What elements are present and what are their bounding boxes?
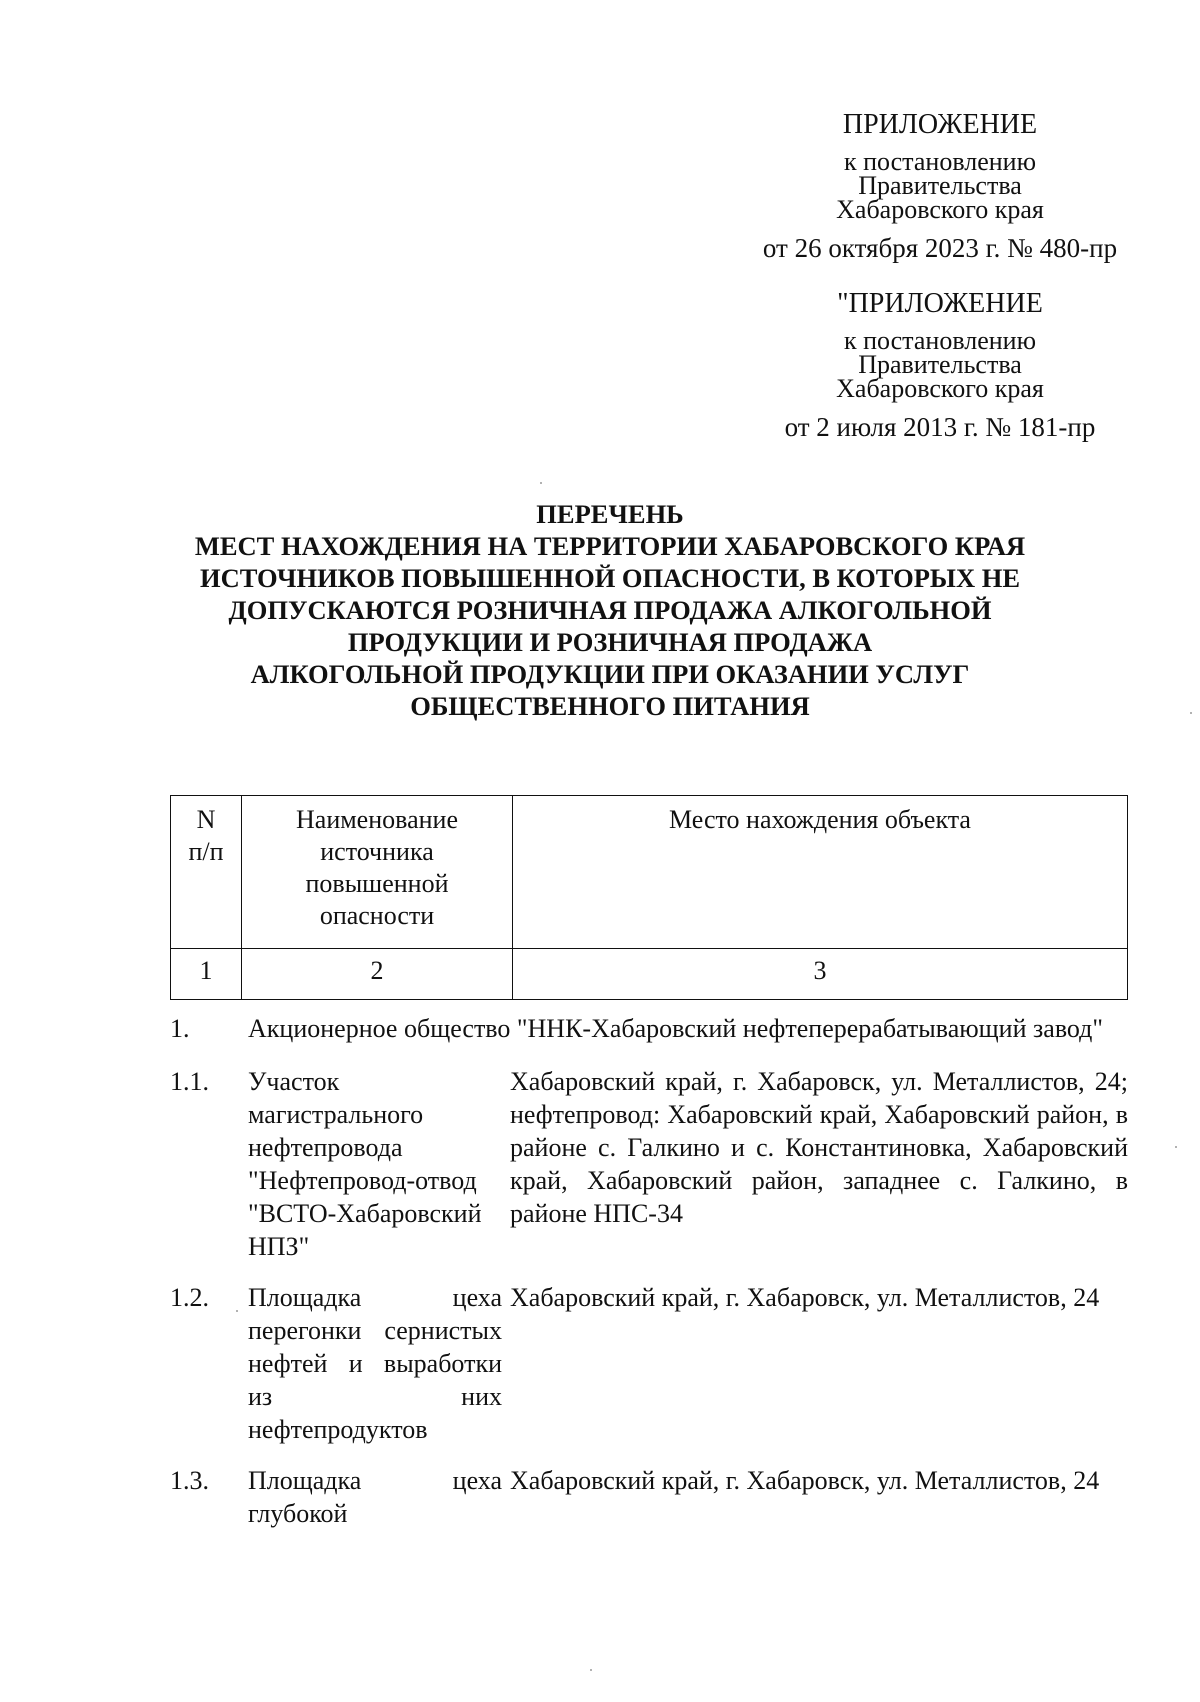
list-item [170,1464,1128,1530]
list-item [170,1281,1128,1446]
column-number-1: 1 [171,949,242,1000]
objects-list [170,1012,1128,1548]
scan-speck [590,1669,592,1671]
item-number: 1.2. [170,1283,209,1312]
header-number-label-a: N [196,805,216,834]
heading-line-1: ПЕРЕЧЕНЬ [536,499,684,529]
appendix-current-block [720,109,1160,263]
table-header-row [171,796,1128,949]
group-number: 1. [170,1014,190,1043]
appendix-current-line2: Правительства [858,171,1022,200]
scan-speck [236,1310,238,1312]
item-name: Площадка цеха глубокой [248,1466,502,1528]
appendix-current-line3: Хабаровского края [836,195,1044,224]
list-group-header [170,1012,1128,1045]
heading-line-3: ИСТОЧНИКОВ ПОВЫШЕННОЙ ОПАСНОСТИ, В КОТОРЫХ НЕ [199,563,1020,593]
heading-line-5: ПРОДУКЦИИ И РОЗНИЧНАЯ ПРОДАЖА [347,627,873,657]
item-name: Участок магистрального нефтепровода "Нефтепровод-отвод "ВСТО-Хабаровский НПЗ" [248,1067,482,1261]
appendix-current-title: ПРИЛОЖЕНИЕ [842,109,1038,140]
heading-line-6: АЛКОГОЛЬНОЙ ПРОДУКЦИИ ПРИ ОКАЗАНИИ УСЛУГ [250,659,970,689]
group-title: Акционерное общество "ННК-Хабаровский нефтеперерабатывающий завод" [248,1014,1104,1043]
appendix-current-date: от 26 октября 2023 г. № 480-пр [762,233,1118,263]
appendix-original-date: от 2 июля 2013 г. № 181-пр [784,412,1096,442]
scan-speck [1190,712,1192,714]
column-number-2: 2 [242,949,513,1000]
table-column-numbers-row [171,949,1128,1000]
header-cell-location: Место нахождения объекта [513,796,1128,949]
column-number-3: 3 [513,949,1128,1000]
scan-speck [1175,1146,1177,1148]
objects-table-header [170,795,1128,1000]
document-heading [170,498,1050,722]
appendix-original-block [720,288,1160,442]
heading-line-7: ОБЩЕСТВЕННОГО ПИТАНИЯ [410,691,810,721]
item-number: 1.1. [170,1067,209,1096]
header-number-label-b: п/п [188,837,224,866]
heading-line-2: МЕСТ НАХОЖДЕНИЯ НА ТЕРРИТОРИИ ХАБАРОВСКОГО КРАЯ [194,531,1026,561]
header-cell-name: Наименование источника повышенной опасности [242,796,513,949]
appendix-current-line1: к постановлению [843,147,1037,176]
item-location: Хабаровский край, г. Хабаровск, ул. Металлистов, 24; нефтепровод: Хабаровский край, Хабаровский район, в районе с. Галкино и с. Константиновка, Хабаровский край, Хабаровский район, западнее с. Галкино, в районе НПС-34 [510,1067,1128,1228]
scan-speck [540,482,542,484]
heading-line-4: ДОПУСКАЮТСЯ РОЗНИЧНАЯ ПРОДАЖА АЛКОГОЛЬНОЙ [228,595,992,625]
item-name: Площадка цеха перегонки сернистых нефтей и выработки из них нефтепродуктов [248,1283,502,1444]
item-number: 1.3. [170,1466,209,1495]
appendix-original-line1: к постановлению [843,326,1037,355]
item-location: Хабаровский край, г. Хабаровск, ул. Металлистов, 24 [510,1283,1100,1312]
appendix-original-title: "ПРИЛОЖЕНИЕ [837,288,1043,319]
appendix-original-line3: Хабаровского края [836,374,1044,403]
list-item [170,1065,1128,1263]
appendix-original-line2: Правительства [858,350,1022,379]
header-cell-number [171,796,242,949]
item-location: Хабаровский край, г. Хабаровск, ул. Металлистов, 24 [510,1466,1100,1495]
